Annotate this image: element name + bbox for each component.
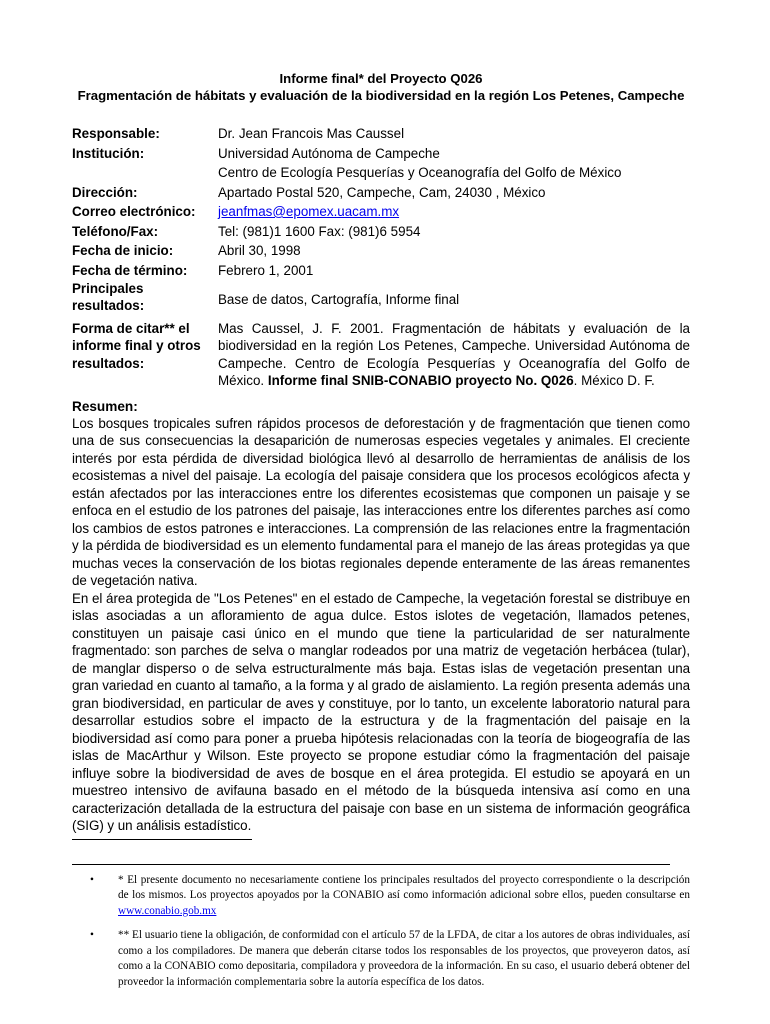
info-label: Correo electrónico: [72, 204, 196, 219]
info-row-direccion [72, 183, 690, 203]
info-label: Principales resultados: [72, 281, 145, 313]
info-value: Dr. Jean Francois Mas Caussel [218, 126, 405, 141]
citation-tail: . México D. F. [573, 373, 655, 389]
info-label: Teléfono/Fax: [72, 223, 159, 239]
title-line-2: Fragmentación de hábitats y evaluación de la biodiversidad en la región Los Petenes, Campeche [77, 88, 685, 103]
info-label: Fecha de término: [72, 262, 188, 278]
institucion-line-2: Centro de Ecología Pesquerías y Oceanografía del Golfo de México [218, 165, 622, 180]
info-value [218, 202, 690, 222]
bullet-icon: • [90, 929, 94, 942]
info-label: Dirección: [72, 184, 138, 200]
footnote-2-text: ** El usuario tiene la obligación, de conformidad con el artículo 57 de la LFDA, de citar a los autores de obras individuales, así como a los compiladores. De manera que deberán citarse todos los responsables de los proyectos, que proveyeron datos, así como a la CONABIO como depositaria, compiladora y proveedora de la información. En su caso, el usuario deberá obtener del proveedor la información complementaria sobre la autoría específica de los datos. [118, 929, 690, 988]
info-row-telefono [72, 222, 690, 242]
abstract-paragraph-2: En el área protegida de "Los Petenes" en el estado de Campeche, la vegetación forestal se distribuye en islas asociadas a un afloramiento de agua dulce. Estos islotes de vegetación, llamados petenes, constituyen un paisaje casi único en el mundo que tiene la particularidad de ser naturalmente fragmentado: son parches de selva o manglar rodeados por una matriz de vegetación herbácea (tular), de manglar disperso o de selva estructuralmente más baja. Estas islas de vegetación presentan una gran variedad en cuanto al tamaño, a la forma y al grado de aislamiento. La región presenta además una gran biodiversidad, en particular de aves y constituye, por lo tanto, un excelente laboratorio natural para desarrollar estudios sobre el impacto de la estructura y de la fragmentación del paisaje en la biodiversidad así como para poner a prueba hipótesis relacionadas con la teoría de biogeografía de las islas de MacArthur y Wilson. Este proyecto se propone estudiar cómo la fragmentación del paisaje influye sobre la biodiversidad de aves de bosque en el área protegida. El estudio se apoyará en un muestreo intensivo de avifauna basado en el método de la búsqueda intensiva así como en una caracterización detallada de la estructura del paisaje con base en un sistema de información geográfica (SIG) y un análisis estadístico. [72, 590, 690, 834]
footnote-rule [72, 864, 670, 865]
info-label: Forma de citar** el informe final y otros resultados: [72, 321, 201, 371]
footnote-separator [72, 839, 252, 840]
footnotes-list [72, 873, 690, 991]
project-info-table [72, 124, 690, 390]
info-row-responsable [72, 124, 690, 144]
info-value: Febrero 1, 2001 [218, 262, 314, 278]
info-row-institucion [72, 144, 690, 183]
institucion-line-1: Universidad Autónoma de Campeche [218, 145, 440, 161]
info-label: Responsable: [72, 126, 160, 141]
info-row-fecha-termino [72, 261, 690, 281]
title-line-1: Informe final* del Proyecto Q026 [279, 71, 483, 86]
info-label: Institución: [72, 145, 145, 161]
footnote-item-2 [72, 928, 690, 990]
footnote-1-text: * El presente documento no necesariamente contiene los principales resultados del proyecto correspondiente o la descripción de los mismos. Los proyectos apoyados por la CONABIO así como información adicional sobre ellos, pueden consultarse en [118, 873, 690, 902]
info-value: Apartado Postal 520, Campeche, Cam, 24030 , México [218, 184, 546, 200]
document-title [72, 70, 690, 104]
info-label: Fecha de inicio: [72, 243, 174, 258]
conabio-link[interactable]: www.conabio.gob.mx [118, 904, 217, 917]
info-value: Tel: (981)1 1600 Fax: (981)6 5954 [218, 223, 421, 239]
info-row-fecha-inicio [72, 241, 690, 261]
footnote-item-1 [72, 873, 690, 920]
info-value: Base de datos, Cartografía, Informe final [218, 292, 460, 307]
info-row-forma-citar [72, 320, 690, 390]
abstract-body [72, 415, 690, 835]
abstract-paragraph-1: Los bosques tropicales sufren rápidos procesos de deforestación y de fragmentación que tienen como una de sus consecuencias la desaparición de numerosas especies vegetales y animales. El creciente interés por esta pérdida de diversidad biológica llevó al desarrollo de herramientas de análisis de los ecosistemas a nivel del paisaje. La ecología del paisaje considera que los procesos ecológicos afecta y están afectados por las interacciones entre los diferentes ecosistemas que componen un paisaje y se enfoca en el estudio de los patrones del paisaje, las interacciones entre los diferentes parches así como los cambios de estos patrones e interacciones. La comprensión de las relaciones entre la fragmentación y la pérdida de biodiversidad es un elemento fundamental para el manejo de las áreas protegidas ya que muchas veces la conservación de los biotas regionales depende enteramente de las áreas remanentes de vegetación nativa. [72, 415, 690, 589]
info-value: Abril 30, 1998 [218, 243, 301, 258]
info-value [218, 144, 690, 183]
document-page [72, 70, 690, 999]
bullet-icon: • [90, 873, 94, 886]
info-row-principales [72, 280, 690, 314]
citation-plain: Mas Caussel, J. F. 2001. Fragmentación de hábitats y evaluación de la biodiversidad en la región Los Petenes, Campeche. Universidad Autónoma de Campeche. Centro de Ecología Pesquerías y Oceanografía del Golfo de México. [218, 321, 690, 389]
abstract-heading: Resumen: [72, 398, 138, 414]
citation-bold: Informe final SNIB-CONABIO proyecto No. Q026 [267, 373, 574, 389]
citation-text [218, 320, 690, 390]
email-link[interactable]: jeanfmas@epomex.uacam.mx [218, 204, 400, 219]
info-row-correo [72, 202, 690, 222]
